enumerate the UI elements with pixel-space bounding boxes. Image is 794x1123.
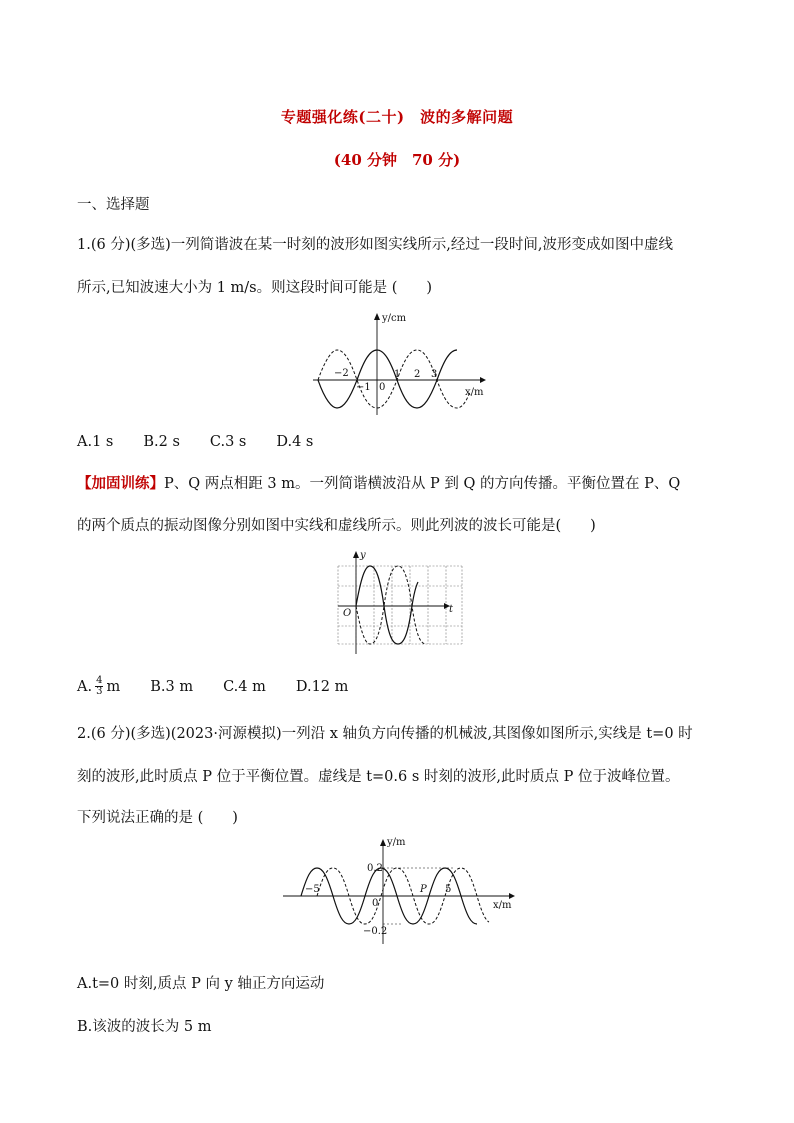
question-2-line-1: 2.(6 分)(多选)(2023·河源模拟)一列沿 x 轴负方向传播的机械波,其图像如图所示,实线是 t=0 时 [77,726,693,742]
y-axis-arrow [380,839,386,846]
y-axis-label: y [360,550,366,561]
tick-label: 0 [379,382,386,393]
x-axis-label: x/m [493,900,512,911]
tick-label: 2 [414,369,421,380]
dashed-waveform-right [377,350,470,408]
option-a-prefix: A. [77,678,93,695]
question-1-line-1: 1.(6 分)(多选)一列简谐波在某一时刻的波形如图实线所示,经过一段时间,波形变成如图中虚线 [77,237,674,253]
top-tick-label: 0.2 [367,863,383,874]
option-c[interactable]: C.3 s [209,434,247,450]
y-axis-label: y/m [387,837,406,848]
practice-vibration-figure [328,548,468,658]
section-heading: 一、选择题 [77,197,150,213]
question-2-line-2: 刻的波形,此时质点 P 位于平衡位置。虚线是 t=0.6 s 时刻的波形,此时质点 P 位于波峰位置。 [77,769,680,785]
option-c[interactable]: C.4 m [223,678,266,695]
question-2-line-3: 下列说法正确的是 ( ) [77,810,238,826]
dashed-vibration-curve [356,566,426,644]
page-title: 专题强化练(二十) 波的多解问题 [280,108,514,126]
x-axis-label: x/m [465,387,484,398]
tick-label: −1 [356,382,371,393]
y-axis-arrow [374,313,380,320]
question-1-wave-figure [310,310,510,420]
question-2-option-a[interactable]: A.t=0 时刻,质点 P 向 y 轴正方向运动 [77,976,325,992]
practice-line-1 [77,472,680,493]
y-axis-label: y/cm [382,313,407,324]
question-1-options [77,434,343,450]
t-axis-label: t [449,604,454,615]
option-b[interactable]: B.3 m [150,678,194,695]
tick-label-0: 0 [372,898,379,909]
question-2-option-b[interactable]: B.该波的波长为 5 m [77,1019,212,1035]
option-a[interactable] [77,676,120,697]
tick-label: −2 [334,368,349,379]
practice-tag: 【加固训练】 [77,475,164,492]
bottom-tick-label: −0.2 [363,926,388,937]
origin-label: O [343,608,352,619]
option-d[interactable]: D.12 m [295,678,349,695]
tick-label-5: 5 [445,884,452,895]
option-a-unit: m [106,678,121,695]
option-a[interactable]: A.1 s [77,434,114,450]
x-axis-arrow [480,377,486,383]
tick-label-neg5: −5 [305,884,320,895]
tick-label: 3 [431,369,438,380]
practice-line-2: 的两个质点的振动图像分别如图中实线和虚线所示。则此列波的波长可能是( ) [77,518,596,534]
fraction [95,676,103,697]
point-p-label: P [420,884,427,895]
option-d[interactable]: D.4 s [276,434,314,450]
option-b[interactable]: B.2 s [143,434,180,450]
question-2-wave-figure [283,838,523,948]
y-axis-arrow [353,551,359,558]
practice-text-1: P、Q 两点相距 3 m。一列简谐横波沿从 P 到 Q 的方向传播。平衡位置在 P、Q [164,476,681,492]
fraction-denominator: 3 [96,686,103,697]
page-subtitle: (40 分钟 70 分) [333,151,461,169]
tick-label: 1 [394,369,401,380]
fraction-numerator: 4 [96,675,103,686]
x-axis-arrow [509,893,515,899]
practice-options [77,676,378,697]
question-1-line-2: 所示,已知波速大小为 1 m/s。则这段时间可能是 ( ) [77,280,433,296]
solid-vibration-curve [356,566,418,644]
